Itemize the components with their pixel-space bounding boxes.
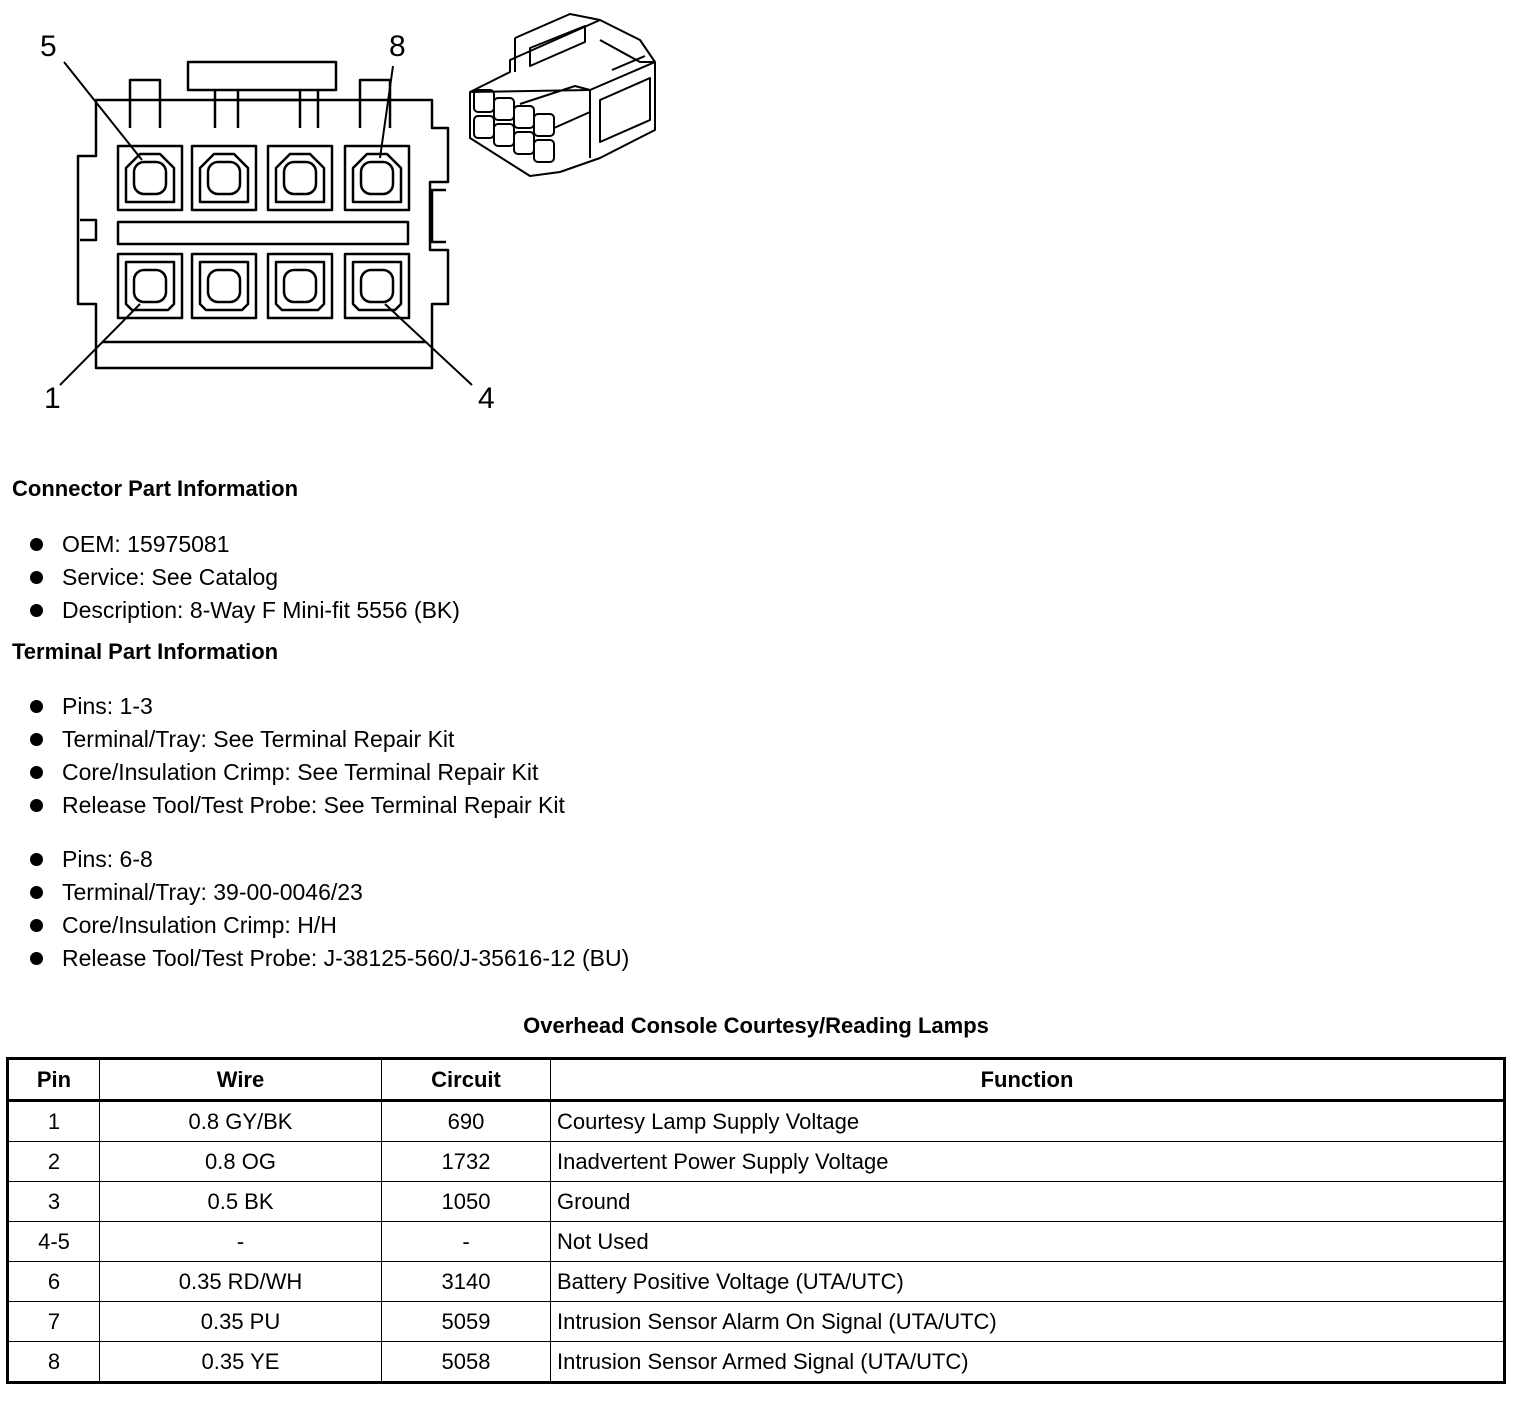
- connector-cavity: [192, 146, 256, 210]
- list-item: Core/Insulation Crimp: H/H: [30, 909, 629, 942]
- cell-circuit: 5058: [382, 1342, 551, 1383]
- table-row: [8, 1101, 1505, 1142]
- connector-cavity: [268, 254, 332, 318]
- connector-info-heading: Connector Part Information: [12, 476, 299, 501]
- list-item: Pins: 6-8: [30, 843, 629, 876]
- cell-pin: 8: [8, 1342, 100, 1383]
- cell-pin: 3: [8, 1182, 100, 1222]
- list-item: OEM: 15975081: [30, 528, 460, 561]
- callout-leaders: [60, 62, 472, 385]
- table-row: [8, 1142, 1505, 1182]
- cell-function: Battery Positive Voltage (UTA/UTC): [551, 1262, 1505, 1302]
- terminal-info-list-2: [30, 843, 629, 975]
- column-header-pin: Pin: [8, 1059, 100, 1101]
- cell-circuit: -: [382, 1222, 551, 1262]
- cell-function: Intrusion Sensor Alarm On Signal (UTA/UTC): [551, 1302, 1505, 1342]
- connector-divider: [118, 222, 408, 244]
- pin-callout-8: 8: [389, 30, 406, 63]
- connector-cavity: [118, 146, 182, 210]
- cell-pin: 4-5: [8, 1222, 100, 1262]
- table-header-row: [8, 1059, 1505, 1101]
- cell-wire: 0.8 OG: [100, 1142, 382, 1182]
- terminal-info-heading: Terminal Part Information: [12, 639, 279, 664]
- table-row: [8, 1342, 1505, 1383]
- pinout-table: [6, 1057, 1506, 1384]
- pin-callout-5: 5: [40, 30, 57, 63]
- connector-latch: [188, 62, 336, 128]
- cell-circuit: 690: [382, 1101, 551, 1142]
- connector-post-left: [130, 80, 160, 128]
- table-row: [8, 1182, 1505, 1222]
- cell-wire: 0.35 YE: [100, 1342, 382, 1383]
- table-row: [8, 1262, 1505, 1302]
- connector-info-list: [30, 528, 460, 627]
- list-item: Description: 8-Way F Mini-fit 5556 (BK): [30, 594, 460, 627]
- connector-cavity: [268, 146, 332, 210]
- cell-circuit: 5059: [382, 1302, 551, 1342]
- connector-cavity: [345, 146, 409, 210]
- cell-wire: 0.35 RD/WH: [100, 1262, 382, 1302]
- list-item: Release Tool/Test Probe: See Terminal Repair Kit: [30, 789, 565, 822]
- cell-circuit: 1732: [382, 1142, 551, 1182]
- connector-housing: [78, 100, 448, 368]
- list-item: Terminal/Tray: 39-00-0046/23: [30, 876, 629, 909]
- cell-pin: 6: [8, 1262, 100, 1302]
- cell-wire: -: [100, 1222, 382, 1262]
- table-title: Overhead Console Courtesy/Reading Lamps: [523, 1013, 989, 1038]
- pin-callout-1: 1: [44, 382, 61, 415]
- column-header-function: Function: [551, 1059, 1505, 1101]
- list-item: Pins: 1-3: [30, 690, 565, 723]
- table-row: [8, 1302, 1505, 1342]
- terminal-info-list-1: [30, 690, 565, 822]
- pin-callout-4: 4: [478, 382, 495, 415]
- cell-circuit: 3140: [382, 1262, 551, 1302]
- column-header-wire: Wire: [100, 1059, 382, 1101]
- cell-function: Inadvertent Power Supply Voltage: [551, 1142, 1505, 1182]
- cell-pin: 7: [8, 1302, 100, 1342]
- cell-function: Intrusion Sensor Armed Signal (UTA/UTC): [551, 1342, 1505, 1383]
- column-header-circuit: Circuit: [382, 1059, 551, 1101]
- list-item: Terminal/Tray: See Terminal Repair Kit: [30, 723, 565, 756]
- connector-diagram: [0, 0, 700, 440]
- table-row: [8, 1222, 1505, 1262]
- cell-wire: 0.5 BK: [100, 1182, 382, 1222]
- connector-cavity: [345, 254, 409, 318]
- list-item: Service: See Catalog: [30, 561, 460, 594]
- cell-function: Not Used: [551, 1222, 1505, 1262]
- cell-pin: 2: [8, 1142, 100, 1182]
- list-item: Release Tool/Test Probe: J-38125-560/J-35616-12 (BU): [30, 942, 629, 975]
- cell-wire: 0.35 PU: [100, 1302, 382, 1342]
- connector-cavities: [118, 146, 409, 318]
- connector-3d-view: [470, 14, 655, 176]
- list-item: Core/Insulation Crimp: See Terminal Repair Kit: [30, 756, 565, 789]
- connector-cavity: [192, 254, 256, 318]
- cell-wire: 0.8 GY/BK: [100, 1101, 382, 1142]
- cell-circuit: 1050: [382, 1182, 551, 1222]
- cell-function: Courtesy Lamp Supply Voltage: [551, 1101, 1505, 1142]
- connector-cavity: [118, 254, 182, 318]
- cell-function: Ground: [551, 1182, 1505, 1222]
- cell-pin: 1: [8, 1101, 100, 1142]
